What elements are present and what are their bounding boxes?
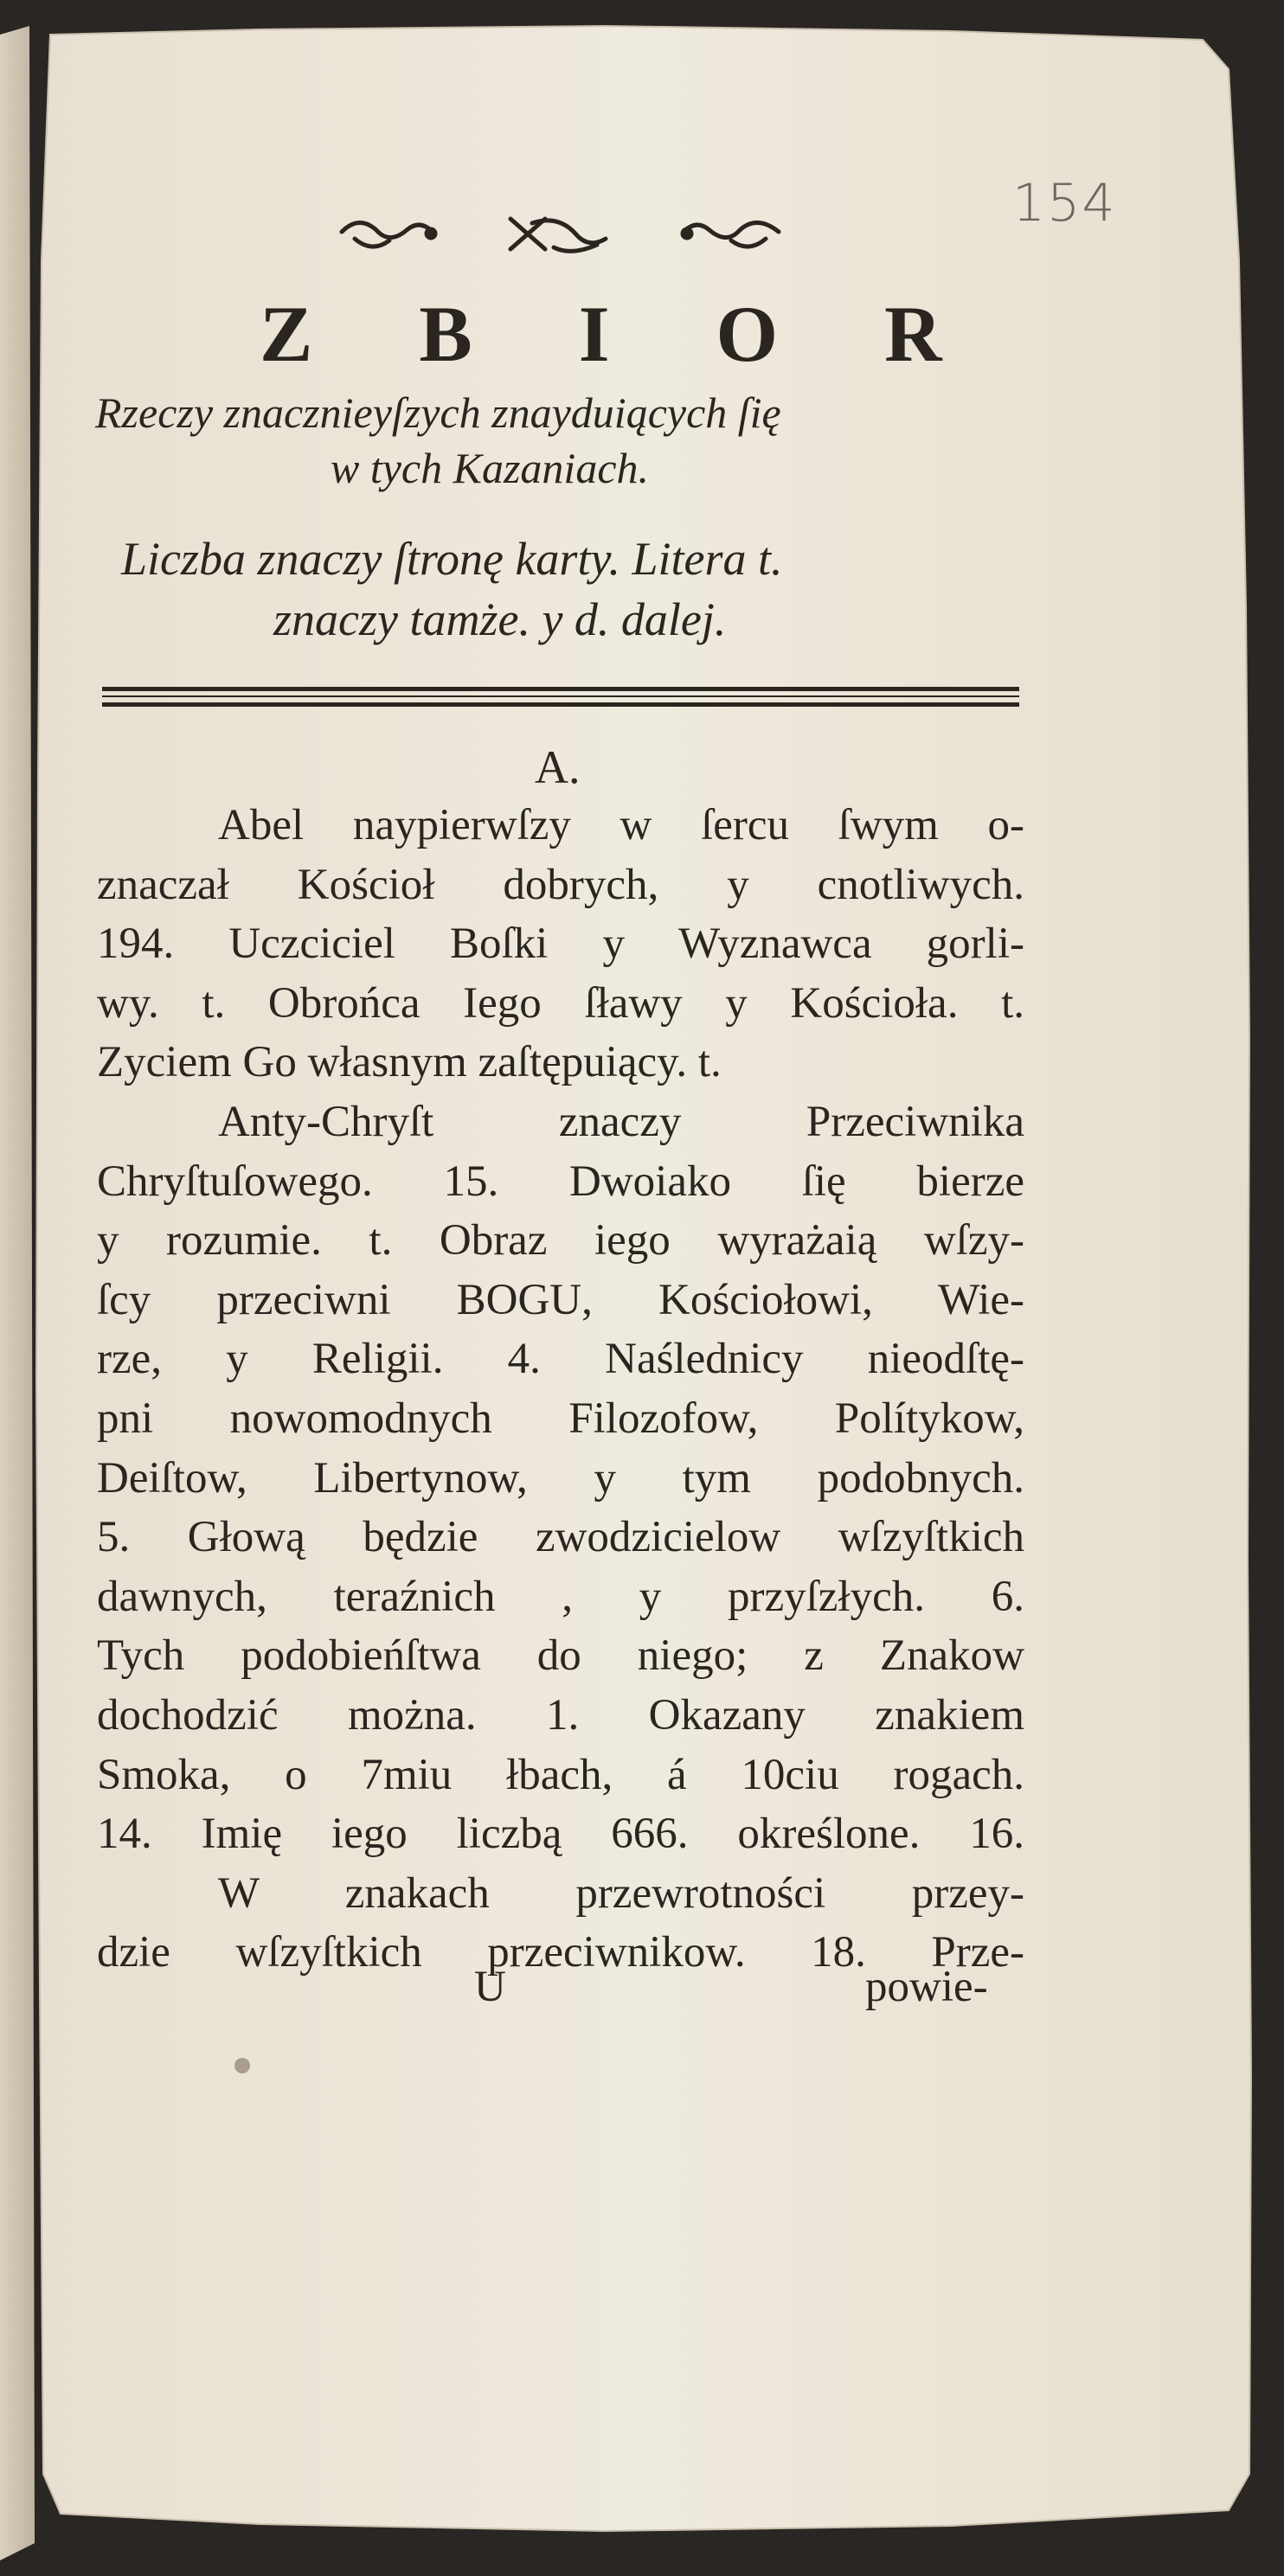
text-line: pni nowomodnych Filozofow, Polítykow, xyxy=(97,1394,1024,1443)
double-rule-divider xyxy=(102,683,1019,713)
ink-stain xyxy=(234,2058,250,2073)
previous-leaf-edge xyxy=(0,26,35,2560)
text-line: Tych podobieńſtwa do niego; z Znakow xyxy=(97,1631,1024,1681)
folio-number: 154 xyxy=(1012,173,1117,234)
text-line: Abel naypierwſzy w ſercu ſwym o- xyxy=(218,801,1024,849)
section-letter: A. xyxy=(535,741,581,793)
text-line: Anty-Chryſt znaczy Przeciwnika xyxy=(218,1097,1024,1146)
page-title: Z B I O R xyxy=(260,290,985,378)
text-line: rze, y Religii. 4. Naślednicy nieodſtę- xyxy=(97,1335,1024,1384)
text-line: y rozumie. t. Obraz iego wyrażaią wſzy- xyxy=(97,1216,1024,1266)
text-line: znaczał Kościoł dobrych, y cnotliwych. xyxy=(97,860,1024,909)
text-line: Chryſtuſowego. 15. Dwoiako ſię bierze xyxy=(97,1157,1024,1206)
text-line: Deiſtow, Libertynow, y tym podobnych. xyxy=(97,1453,1024,1503)
note-line-2: znaczy tamże. y d. dalej. xyxy=(273,593,727,645)
text-line: W znakach przewrotności przey- xyxy=(218,1868,1024,1918)
text-line: Smoka, o 7miu łbach, á 10ciu rogach. xyxy=(97,1750,1024,1799)
text-line: dzie wſzyſtkich przeciwnikow. 18. Prze- xyxy=(97,1928,1024,1977)
subtitle-line-2: w tych Kazaniach. xyxy=(331,444,650,492)
note-line-1: Liczba znaczy ſtronę karty. Litera t. xyxy=(121,533,783,585)
text-line: 5. Głową będzie zwodzicielow wſzyſtkich xyxy=(97,1513,1024,1562)
text-line: Zyciem Go własnym zaſtępuiący. t. xyxy=(97,1038,722,1087)
right-flourish-icon xyxy=(683,222,779,247)
center-flourish-icon xyxy=(510,219,606,251)
text-line: 194. Uczciciel Boſki y Wyznawca gorli- xyxy=(97,920,1024,969)
index-body-text xyxy=(97,796,1024,1983)
ornament-row xyxy=(337,206,787,266)
catchword: powie- xyxy=(865,1963,988,2011)
subtitle-line-1: Rzeczy znacznieyſzych znayduiących ſię xyxy=(95,388,781,437)
text-line: dochodzić można. 1. Okazany znakiem xyxy=(97,1690,1024,1740)
text-line: ſcy przeciwni BOGU, Kościołowi, Wie- xyxy=(97,1275,1024,1324)
left-flourish-icon xyxy=(342,222,435,247)
text-line: wy. t. Obrońca Iego ſławy y Kościoła. t. xyxy=(97,978,1024,1028)
text-line: 14. Imię iego liczbą 666. określone. 16. xyxy=(97,1810,1024,1859)
signature-mark: U xyxy=(474,1963,506,2011)
text-line: dawnych, teraźnich , y przyſzłych. 6. xyxy=(97,1572,1024,1621)
